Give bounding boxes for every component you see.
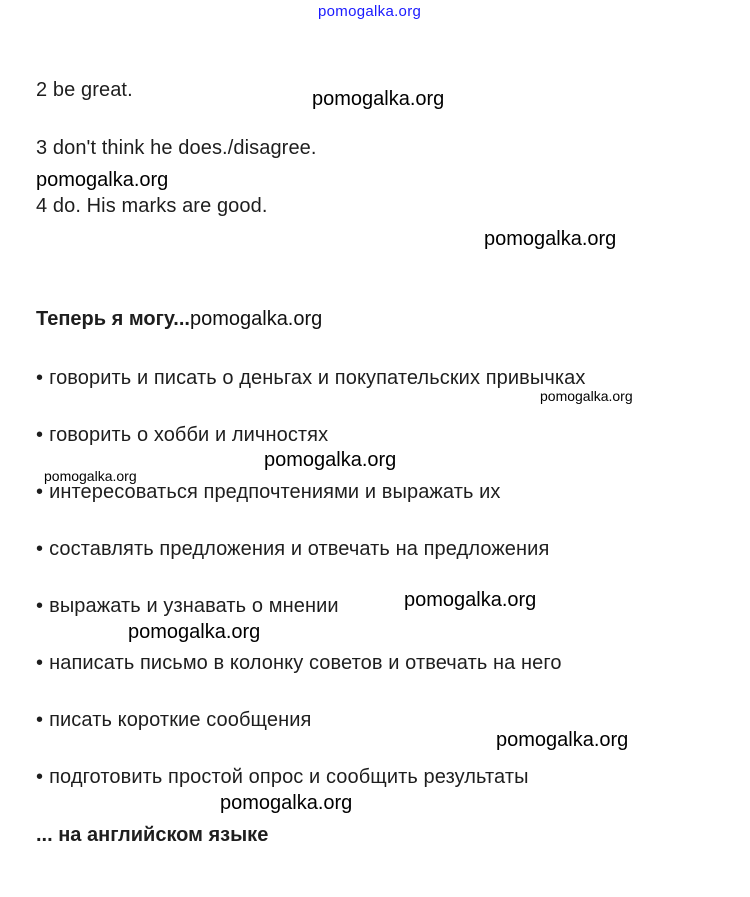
bullet: • bbox=[36, 652, 44, 674]
watermark: pomogalka.org bbox=[496, 729, 629, 751]
list-item bbox=[36, 766, 529, 789]
list-item-text: составлять предложения и отвечать на предложения bbox=[49, 538, 550, 560]
watermark: pomogalka.org bbox=[128, 621, 261, 643]
watermark: pomogalka.org bbox=[44, 468, 137, 484]
list-item-text: написать письмо в колонку советов и отвечать на него bbox=[49, 652, 562, 674]
watermark: pomogalka.org bbox=[189, 308, 323, 330]
watermark: pomogalka.org bbox=[36, 169, 169, 191]
list-item bbox=[36, 367, 585, 390]
bullet: • bbox=[36, 538, 44, 560]
list-item bbox=[36, 481, 501, 504]
footer-text: ... на английском языке bbox=[36, 824, 269, 846]
answer-line-3: 3 don't think he does./disagree. bbox=[36, 137, 317, 159]
list-item bbox=[36, 709, 311, 732]
watermark: pomogalka.org bbox=[404, 589, 537, 611]
answer-line-4: 4 do. His marks are good. bbox=[36, 195, 268, 217]
section-heading bbox=[36, 308, 322, 331]
list-item-text: интересоваться предпочтениями и выражать их bbox=[49, 481, 501, 503]
list-item bbox=[36, 424, 328, 447]
watermark: pomogalka.org bbox=[540, 388, 633, 404]
list-item bbox=[36, 538, 549, 561]
watermark: pomogalka.org bbox=[264, 449, 397, 471]
list-item bbox=[36, 652, 562, 675]
bullet: • bbox=[36, 709, 44, 731]
list-item-text: писать короткие сообщения bbox=[49, 709, 312, 731]
top-watermark: pomogalka.org bbox=[318, 3, 422, 20]
watermark: pomogalka.org bbox=[484, 228, 617, 250]
list-item-text: подготовить простой опрос и сообщить результаты bbox=[49, 766, 529, 788]
list-item-text: выражать и узнавать о мнении bbox=[49, 595, 339, 617]
answer-line-2: 2 be great. bbox=[36, 79, 133, 101]
list-item-text: говорить о хобби и личностях bbox=[49, 424, 329, 446]
bullet: • bbox=[36, 595, 44, 617]
list-item-text: говорить и писать о деньгах и покупательских привычках bbox=[49, 367, 586, 389]
watermark: pomogalka.org bbox=[220, 792, 353, 814]
heading-text: Теперь я могу... bbox=[36, 308, 190, 330]
bullet: • bbox=[36, 424, 44, 446]
bullet: • bbox=[36, 367, 44, 389]
watermark: pomogalka.org bbox=[312, 88, 445, 110]
list-item bbox=[36, 595, 339, 618]
bullet: • bbox=[36, 766, 44, 788]
bullet: • bbox=[36, 481, 44, 503]
